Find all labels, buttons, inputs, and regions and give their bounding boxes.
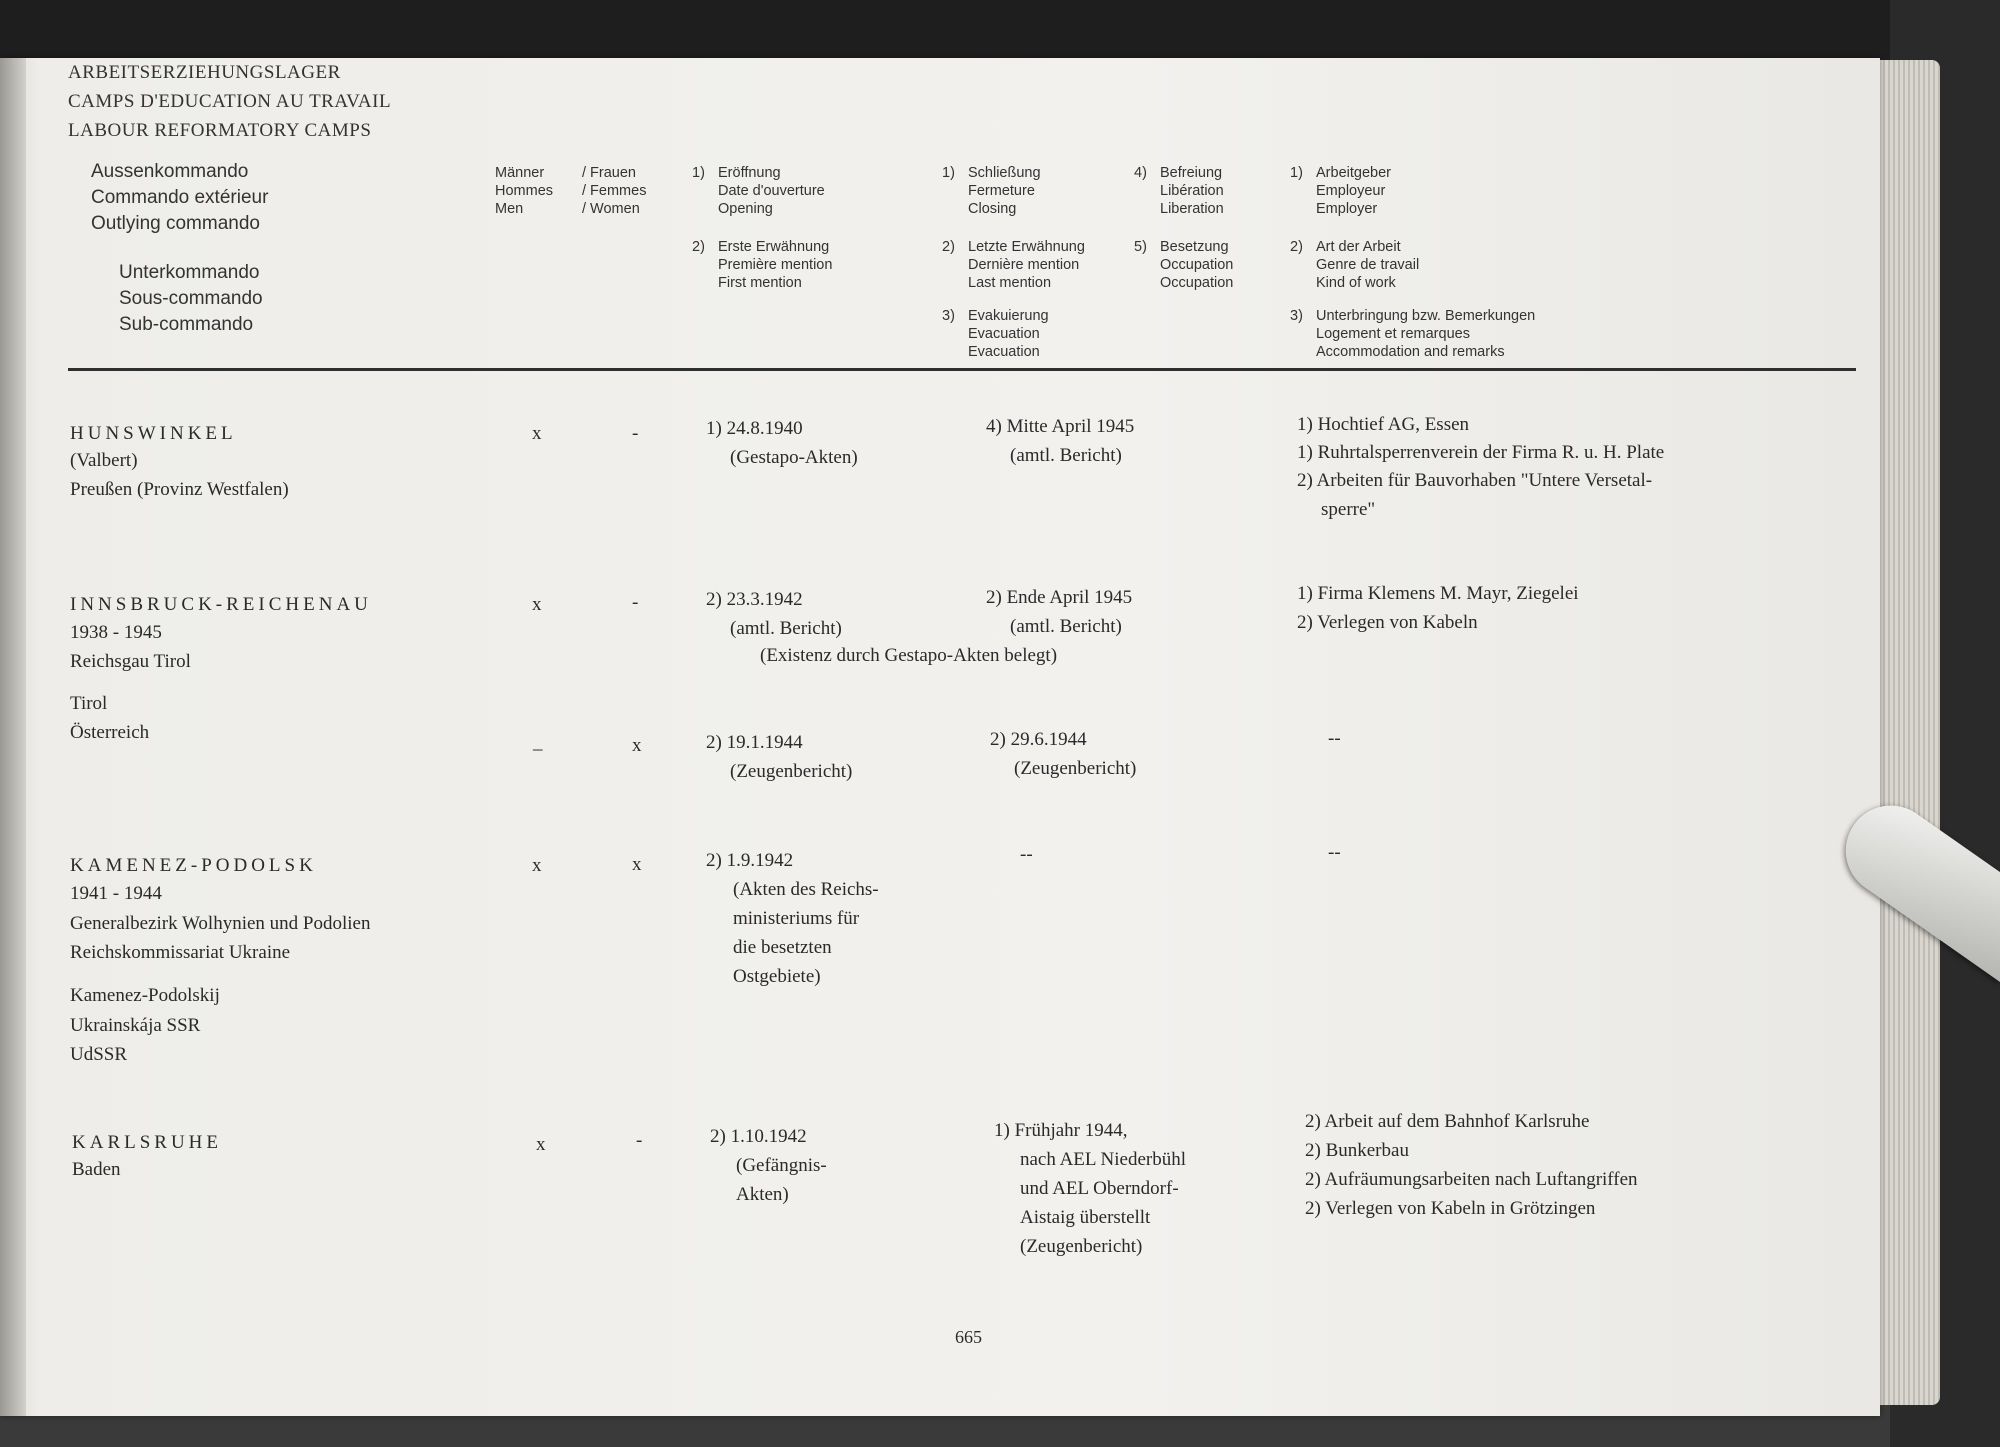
- entry-location: 1938 - 1945: [70, 622, 162, 643]
- entry-remark: 2) Aufräumungsarbeiten nach Luftangriffen: [1305, 1169, 1638, 1190]
- entry-opening: Akten): [736, 1184, 789, 1205]
- outlying-de: Aussenkommando: [91, 161, 249, 182]
- entry-closing: (Zeugenbericht): [1020, 1236, 1143, 1257]
- entry-location: Generalbezirk Wolhynien und Podolien: [70, 913, 371, 934]
- entry-men: x: [532, 855, 542, 876]
- entry-women: -: [636, 1130, 643, 1151]
- entry-closing: 4) Mitte April 1945: [986, 416, 1135, 437]
- entry-remark: 1) Firma Klemens M. Mayr, Ziegelei: [1297, 583, 1579, 604]
- title-en: LABOUR REFORMATORY CAMPS: [68, 120, 372, 141]
- title-de: ARBEITSERZIEHUNGSLAGER: [68, 62, 341, 83]
- entry-opening: (amtl. Bericht): [730, 618, 842, 639]
- header-employer: 1) Arbeitgeber Employeur Employer: [1290, 165, 1391, 217]
- header-women: / Frauen / Femmes / Women: [582, 165, 647, 217]
- header-men: Männer Hommes Men: [495, 165, 554, 217]
- entry-location: UdSSR: [70, 1044, 128, 1065]
- entry-opening: 2) 1.9.1942: [706, 850, 794, 871]
- header-accommodation: 3) Unterbringung bzw. Bemerkungen Logement et remarques Accommodation and remarks: [1290, 308, 1536, 360]
- header-last-mention: 2) Letzte Erwähnung Dernière mention Last mention: [942, 239, 1085, 291]
- sub-fr: Sous-commando: [119, 288, 263, 309]
- entry-opening: (Akten des Reichs-: [733, 879, 879, 900]
- entry-remark: 2) Arbeit auf dem Bahnhof Karlsruhe: [1305, 1111, 1590, 1132]
- entry-opening: 2) 23.3.1942: [706, 589, 803, 610]
- entry-location: Reichsgau Tirol: [70, 651, 191, 672]
- entry-opening: Ostgebiete): [733, 966, 821, 987]
- sub-de: Unterkommando: [119, 262, 260, 283]
- entry-men: x: [536, 1134, 546, 1155]
- entry-opening: 2) 1.10.1942: [710, 1126, 807, 1147]
- entry-closing: und AEL Oberndorf-: [1020, 1178, 1179, 1199]
- entry-location: Preußen (Provinz Westfalen): [70, 479, 289, 500]
- entry-closing: Aistaig überstellt: [1020, 1207, 1151, 1228]
- entry-existence-note: (Existenz durch Gestapo-Akten belegt): [760, 645, 1058, 666]
- sub-en: Sub-commando: [119, 314, 254, 335]
- entry-remark: sperre": [1321, 499, 1376, 520]
- entry-remark: 1) Ruhrtalsperrenverein der Firma R. u. H. Plate: [1297, 442, 1665, 463]
- entry-closing: nach AEL Niederbühl: [1020, 1149, 1187, 1170]
- header-first-mention: 2) Erste Erwähnung Première mention First mention: [692, 239, 833, 291]
- header-work: 2) Art der Arbeit Genre de travail Kind of work: [1290, 239, 1420, 291]
- entry-location: 1941 - 1944: [70, 883, 162, 904]
- entry-opening: (Zeugenbericht): [730, 761, 853, 782]
- entry-remark: 2) Bunkerbau: [1305, 1140, 1409, 1161]
- header-evacuation: 3) Evakuierung Evacuation Evacuation: [942, 308, 1049, 360]
- entry-closing: --: [1020, 844, 1033, 865]
- outlying-en: Outlying commando: [91, 213, 260, 234]
- page-number: 665: [955, 1327, 982, 1347]
- header-closing: 1) Schließung Fermeture Closing: [942, 165, 1041, 217]
- entry-opening: 2) 19.1.1944: [706, 732, 803, 753]
- entry-men: x: [532, 423, 542, 444]
- entry-men: _: [533, 732, 543, 753]
- entry-opening: (Gestapo-Akten): [730, 447, 858, 468]
- header-opening: 1) Eröffnung Date d'ouverture Opening: [692, 165, 825, 217]
- entry-location: Baden: [72, 1159, 121, 1180]
- entry-remark: --: [1328, 842, 1341, 863]
- entry-closing: (amtl. Bericht): [1010, 616, 1122, 637]
- entry-location: Kamenez-Podolskij: [70, 985, 220, 1006]
- entry-women: -: [632, 423, 639, 444]
- header-rule: [68, 368, 1856, 371]
- entry-remark: 1) Hochtief AG, Essen: [1297, 414, 1470, 435]
- header-liberation: 4) Befreiung Libération Liberation: [1134, 165, 1224, 217]
- entry-closing: 2) Ende April 1945: [986, 587, 1133, 608]
- entry-women: x: [632, 854, 642, 875]
- entry-location: Tirol: [70, 693, 108, 714]
- entry-remark: 2) Arbeiten für Bauvorhaben "Untere Versetal-: [1297, 470, 1653, 491]
- entry-closing: (Zeugenbericht): [1014, 758, 1137, 779]
- entry-closing: (amtl. Bericht): [1010, 445, 1122, 466]
- entry-location: Reichskommissariat Ukraine: [70, 942, 291, 963]
- entry-location: Ukrainskája SSR: [70, 1015, 201, 1036]
- entry-opening: die besetzten: [733, 937, 832, 958]
- entry-location: (Valbert): [70, 450, 138, 471]
- entry-closing: 2) 29.6.1944: [990, 729, 1087, 750]
- outlying-fr: Commando extérieur: [91, 187, 269, 208]
- entry-men: x: [532, 594, 542, 615]
- entry-name: HUNSWINKEL: [70, 423, 237, 444]
- entry-opening: (Gefängnis-: [736, 1155, 827, 1176]
- entry-name: KARLSRUHE: [72, 1132, 223, 1153]
- entry-opening: 1) 24.8.1940: [706, 418, 803, 439]
- entry-location: Österreich: [70, 722, 150, 743]
- entry-name: INNSBRUCK-REICHENAU: [70, 594, 372, 615]
- entry-women: x: [632, 735, 642, 756]
- entry-remark: 2) Verlegen von Kabeln in Grötzingen: [1305, 1198, 1596, 1219]
- entry-remark: --: [1328, 728, 1341, 749]
- entry-opening: ministeriums für: [733, 908, 860, 929]
- header-occupation: 5) Besetzung Occupation Occupation: [1134, 239, 1234, 291]
- entry-women: -: [632, 592, 639, 613]
- entry-remark: 2) Verlegen von Kabeln: [1297, 612, 1478, 633]
- entry-name: KAMENEZ-PODOLSK: [70, 855, 317, 876]
- entry-closing: 1) Frühjahr 1944,: [994, 1120, 1128, 1141]
- title-fr: CAMPS D'EDUCATION AU TRAVAIL: [68, 91, 392, 112]
